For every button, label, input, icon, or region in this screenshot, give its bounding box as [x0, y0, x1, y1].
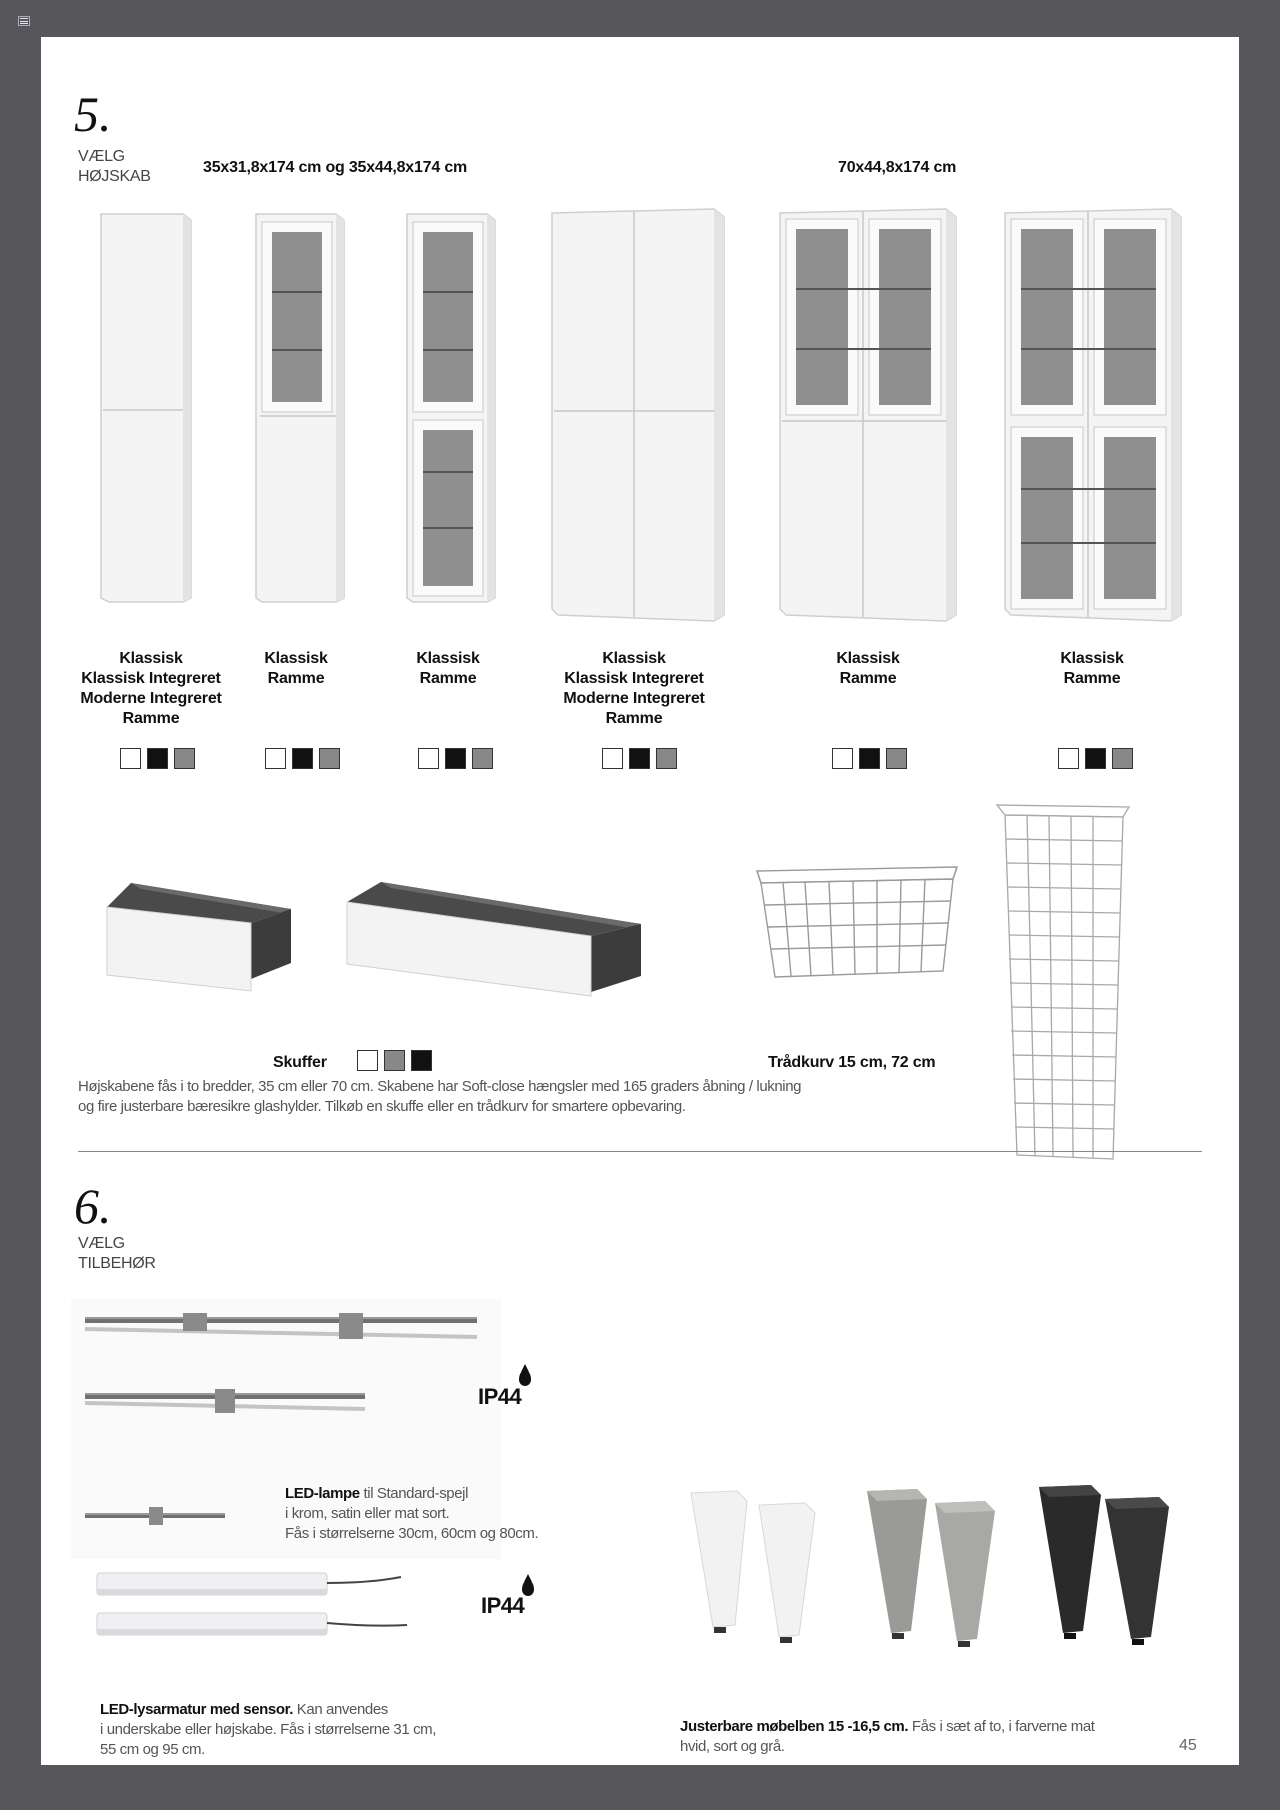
- step-5-number: 5.: [74, 86, 112, 142]
- cabinet-4-label: Klassisk Klassisk Integreret Moderne Integreret Ramme: [563, 650, 705, 727]
- drawers-label: Skuffer: [273, 1054, 327, 1071]
- step-6-number: 6.: [74, 1178, 112, 1234]
- swatch-black[interactable]: [445, 748, 466, 769]
- drawer-large-image: [341, 872, 651, 1002]
- led-lamp-description: LED-lampe til Standard-spejl i krom, satin eller mat sort. Fås i størrelserne 30cm, 60cm og 80cm.: [285, 1485, 539, 1542]
- swatch-black[interactable]: [629, 748, 650, 769]
- swatch-gray[interactable]: [886, 748, 907, 769]
- swatch-black[interactable]: [147, 748, 168, 769]
- led-fixture-image: [91, 1567, 451, 1652]
- step-5-label-line1: VÆLG: [78, 148, 125, 165]
- step-5-description: Højskabene fås i to bredder, 35 cm eller 70 cm. Skabene har Soft-close hængsler med 165 graders åbning / lukning og fire justerbare bæresikre glashylder. Tilkøb en skuffe eller en trådkurv for smartere opbevaring.: [78, 1078, 802, 1115]
- dimension-wide: 70x44,8x174 cm: [838, 159, 957, 176]
- page-number: 45: [1179, 1737, 1197, 1754]
- cabinet-1-label: Klassisk Klassisk Integreret Moderne Integreret Ramme: [80, 650, 222, 727]
- cabinet-wide-glass-full-image: [999, 205, 1193, 625]
- cabinet-3-label: Klassisk Ramme: [416, 650, 480, 687]
- led-lamp-title: LED-lampe: [285, 1485, 360, 1502]
- drawer-small-image: [101, 877, 301, 997]
- basket-label: Trådkurv 15 cm, 72 cm: [768, 1054, 936, 1071]
- swatch-white[interactable]: [1058, 748, 1079, 769]
- swatch-gray[interactable]: [319, 748, 340, 769]
- leg-pair-gray: [867, 1489, 995, 1647]
- swatch-gray[interactable]: [384, 1050, 405, 1071]
- cabinet-6-label: Klassisk Ramme: [1060, 650, 1124, 687]
- cabinet-2-swatches: [265, 748, 340, 769]
- legs-title: Justerbare møbelben 15 -16,5 cm.: [680, 1718, 909, 1735]
- dimension-narrow: 35x31,8x174 cm og 35x44,8x174 cm: [203, 159, 468, 176]
- section-divider: [78, 1151, 1202, 1152]
- ip-rating-lamp: IP44: [478, 1384, 522, 1409]
- cabinet-narrow-glass-top-image: [248, 210, 354, 605]
- cabinet-3-swatches: [418, 748, 493, 769]
- step-5-label: [78, 147, 151, 187]
- step-6-label-line1: VÆLG: [78, 1235, 125, 1252]
- cabinet-narrow-glass-full-image: [399, 210, 505, 605]
- step-5-label-line2: HØJSKAB: [78, 168, 151, 185]
- cabinet-2-label: Klassisk Ramme: [264, 650, 328, 687]
- swatch-gray[interactable]: [1112, 748, 1133, 769]
- drawer-swatches: [357, 1050, 432, 1071]
- swatch-white[interactable]: [602, 748, 623, 769]
- leg-pair-black: [1039, 1485, 1169, 1645]
- cabinet-1-swatches: [120, 748, 195, 769]
- ip-rating-fixture: IP44: [481, 1593, 525, 1618]
- cabinet-5-swatches: [832, 748, 907, 769]
- swatch-white[interactable]: [265, 748, 286, 769]
- swatch-gray[interactable]: [472, 748, 493, 769]
- swatch-black[interactable]: [1085, 748, 1106, 769]
- legs-description: Justerbare møbelben 15 -16,5 cm. Fås i sæt af to, i farverne mat hvid, sort og grå.: [680, 1718, 1095, 1755]
- cabinet-narrow-solid-image: [91, 210, 203, 605]
- furniture-legs-image: [681, 1485, 1221, 1685]
- swatch-white[interactable]: [832, 748, 853, 769]
- cabinet-6-swatches: [1058, 748, 1133, 769]
- cabinet-4-swatches: [602, 748, 677, 769]
- leg-pair-white: [691, 1491, 815, 1643]
- swatch-gray[interactable]: [656, 748, 677, 769]
- cabinet-wide-glass-top-image: [774, 205, 968, 625]
- swatch-black[interactable]: [859, 748, 880, 769]
- cabinet-wide-solid-image: [546, 205, 736, 625]
- catalog-page: [41, 37, 1239, 1765]
- swatch-black[interactable]: [292, 748, 313, 769]
- wire-basket-small-image: [753, 861, 963, 991]
- cabinet-5-label: Klassisk Ramme: [836, 650, 900, 687]
- swatch-black[interactable]: [411, 1050, 432, 1071]
- wire-basket-tall-image: [993, 799, 1133, 1169]
- menu-icon[interactable]: [18, 16, 30, 26]
- swatch-white[interactable]: [357, 1050, 378, 1071]
- swatch-white[interactable]: [120, 748, 141, 769]
- swatch-gray[interactable]: [174, 748, 195, 769]
- step-6-label: [78, 1234, 156, 1274]
- step-6-label-line2: TILBEHØR: [78, 1255, 156, 1272]
- led-fixture-description: LED-lysarmatur med sensor. Kan anvendes i underskabe eller højskabe. Fås i størrelserne 31 cm, 55 cm og 95 cm.: [100, 1701, 437, 1758]
- led-fixture-title: LED-lysarmatur med sensor.: [100, 1701, 294, 1718]
- swatch-white[interactable]: [418, 748, 439, 769]
